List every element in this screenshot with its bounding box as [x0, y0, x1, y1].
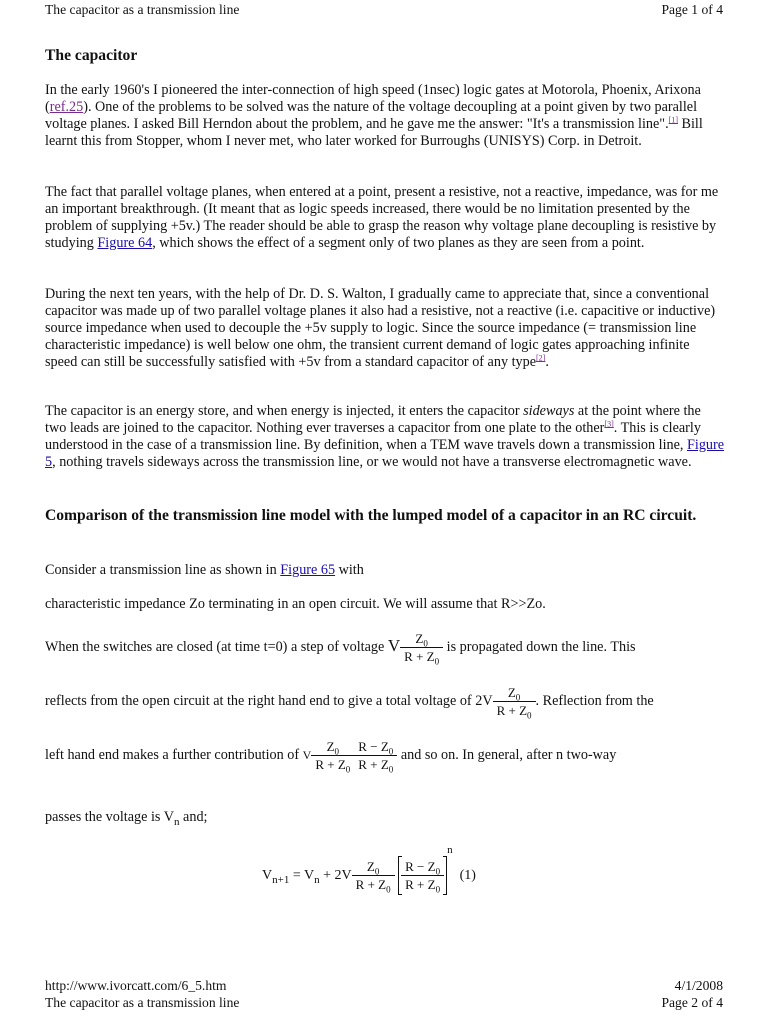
eq4-post-text: and;: [183, 809, 208, 825]
ref-25-link[interactable]: ref.25: [49, 99, 84, 115]
eq3-fraction-2: $\frac{R - Z_0}{R + Z_0}$: [354, 738, 397, 773]
eq4-pre-text: passes the voltage is: [45, 809, 161, 825]
footnote-2-link[interactable]: [2]: [536, 353, 546, 363]
figure-5-link[interactable]: Figure 5: [45, 437, 725, 470]
eq5-bracket: [398, 856, 447, 895]
equation-line-3: [45, 738, 725, 773]
figure-64-link[interactable]: Figure 64: [97, 235, 153, 251]
p4-emphasis-sideways: sideways: [523, 403, 575, 419]
p2-text-1: The fact that parallel voltage planes, when entered at a point, present a resistive, not a reactive, impedance, was for me an important breakthrough. (It meant that as logic speeds increased, there would be no limitation presented by the problem of supplying +5v.) The reader should be able to grasp the reason why voltage plane decoupling is resistive by studying: [45, 184, 719, 251]
paragraph-2: [45, 184, 725, 252]
eq1-fraction: $\frac{Z_0}{R + Z_0}$: [400, 630, 443, 665]
header-title: The capacitor as a transmission line: [45, 2, 240, 17]
footer-date: 4/1/2008: [674, 978, 723, 993]
p1-text-1: In the early 1960's I pioneered the inter-connection of high speed (1nsec) logic gates at Motorola, Phoenix, Arixona (: [45, 82, 701, 115]
p1-text-3: Bill learnt this from Stopper, whom I never met, who later worked for Burroughs (UNISYS) Corp. in Detroit.: [45, 116, 703, 149]
p3-text-2: .: [545, 354, 549, 370]
section-heading-comparison: [45, 506, 725, 525]
eq3-post-text: and so on. In general, after n two-way: [400, 746, 617, 763]
eq5-exponent-n: n: [447, 844, 453, 856]
p5-text-1: Consider a transmission line as shown in: [45, 562, 281, 578]
paragraph-4: [45, 403, 725, 471]
p4-text-1: The capacitor is an energy store, and when energy is injected, it enters the capacitor: [45, 403, 524, 419]
footer-page-number: Page 2 of 4: [661, 995, 723, 1010]
paragraph-1: [45, 82, 725, 150]
footnote-3-link[interactable]: [3]: [604, 419, 614, 429]
eq5-vn1: $V_{n+1}$: [262, 868, 290, 886]
eq2-fraction: $\frac{Z_0}{R + Z_0}$: [493, 684, 536, 719]
p1-text-2: ). One of the problems to be solved was the nature of the voltage decoupling at a point given by two parallel voltage planes. I asked Bill Herndon about the problem, and he gave me the answer: "It's a transmission line".: [45, 99, 698, 132]
eq4-vn-symbol: $V_n$: [163, 809, 180, 828]
p4-text-2: at the point where the two leads are joined to the capacitor. Nothing ever traverses a capacitor from one plate to the other: [45, 403, 701, 436]
page-footer-2: [45, 994, 723, 1011]
heading-the-capacitor: The capacitor: [45, 47, 138, 64]
eq3-voltage-symbol: V: [302, 747, 312, 762]
equation-1: $V_{n+1} = V_n + 2V$ $\frac{Z_0}{R + Z_0}$ $\frac{R - Z_0}{R + Z_0}$ $^n$ (1): [262, 844, 476, 895]
eq3-fraction-1: $\frac{Z_0}{R + Z_0}$: [311, 738, 354, 773]
page-footer-1: [45, 977, 723, 994]
p4-text-4: , nothing travels sideways across the transmission line, or we would not have a transverse electromagnetic wave.: [52, 454, 692, 470]
equation-line-2: [45, 684, 725, 719]
eq1-pre-text: When the switches are closed (at time t=0) a step of voltage: [45, 638, 385, 655]
equation-line-1: [45, 630, 725, 665]
eq5-fraction-1: $\frac{Z_0}{R + Z_0}$: [352, 858, 395, 893]
eq2-post-text: . Reflection from the: [535, 692, 654, 709]
paragraph-3: [45, 286, 725, 371]
paragraph-5: [45, 562, 725, 579]
p2-text-2: , which shows the effect of a segment only of two planes as they are seen from a point.: [152, 235, 645, 251]
section-heading-capacitor: [45, 46, 725, 65]
eq5-vn: $V_n$: [304, 868, 320, 886]
paragraph-6: [45, 596, 725, 613]
equation-line-4: [45, 809, 725, 826]
header-page-number: Page 1 of 4: [661, 2, 723, 17]
footer-title: The capacitor as a transmission line: [45, 995, 240, 1010]
eq2-pre-text: reflects from the open circuit at the right hand end to give a total voltage of: [45, 692, 472, 709]
eq2-2v-symbol: 2V: [475, 692, 493, 709]
heading-comparison: Comparison of the transmission line model with the lumped model of a capacitor in an RC circuit.: [45, 507, 697, 524]
p3-text-1: During the next ten years, with the help of Dr. D. S. Walton, I gradually came to appreciate that, since a conventional capacitor was made up of two parallel voltage planes it also had a resistive, not a reactive (i.e. capacitive or inductive) source impedance when used to decouple the +5v supply to logic. Since the source impedance (= transmission line characteristic impedance) is well below one ohm, the transient current demand of logic gates approaching infinite speed can still be successfully satisfied with +5v from a standard capacitor of any type: [45, 286, 716, 370]
figure-65-link[interactable]: Figure 65: [280, 562, 336, 578]
p6-text: characteristic impedance Zo terminating in an open circuit. We will assume that R>>Zo.: [45, 596, 546, 612]
footer-url: http://www.ivorcatt.com/6_5.htm: [45, 978, 227, 993]
footnote-1-link[interactable]: [1]: [668, 115, 678, 125]
eq5-number: (1): [459, 868, 476, 883]
p4-text-3: . This is clearly understood in the case of a transmission line. By definition, when a TEM wave travels down a transmission line,: [45, 420, 701, 453]
eq3-pre-text: left hand end makes a further contribution of: [45, 746, 300, 763]
eq1-post-text: is propagated down the line. This: [446, 638, 636, 655]
eq5-fraction-2: $\frac{R - Z_0}{R + Z_0}$: [401, 858, 444, 893]
eq1-voltage-symbol: V: [387, 635, 401, 655]
p5-text-2: with: [335, 562, 364, 578]
page-header: [45, 1, 723, 18]
